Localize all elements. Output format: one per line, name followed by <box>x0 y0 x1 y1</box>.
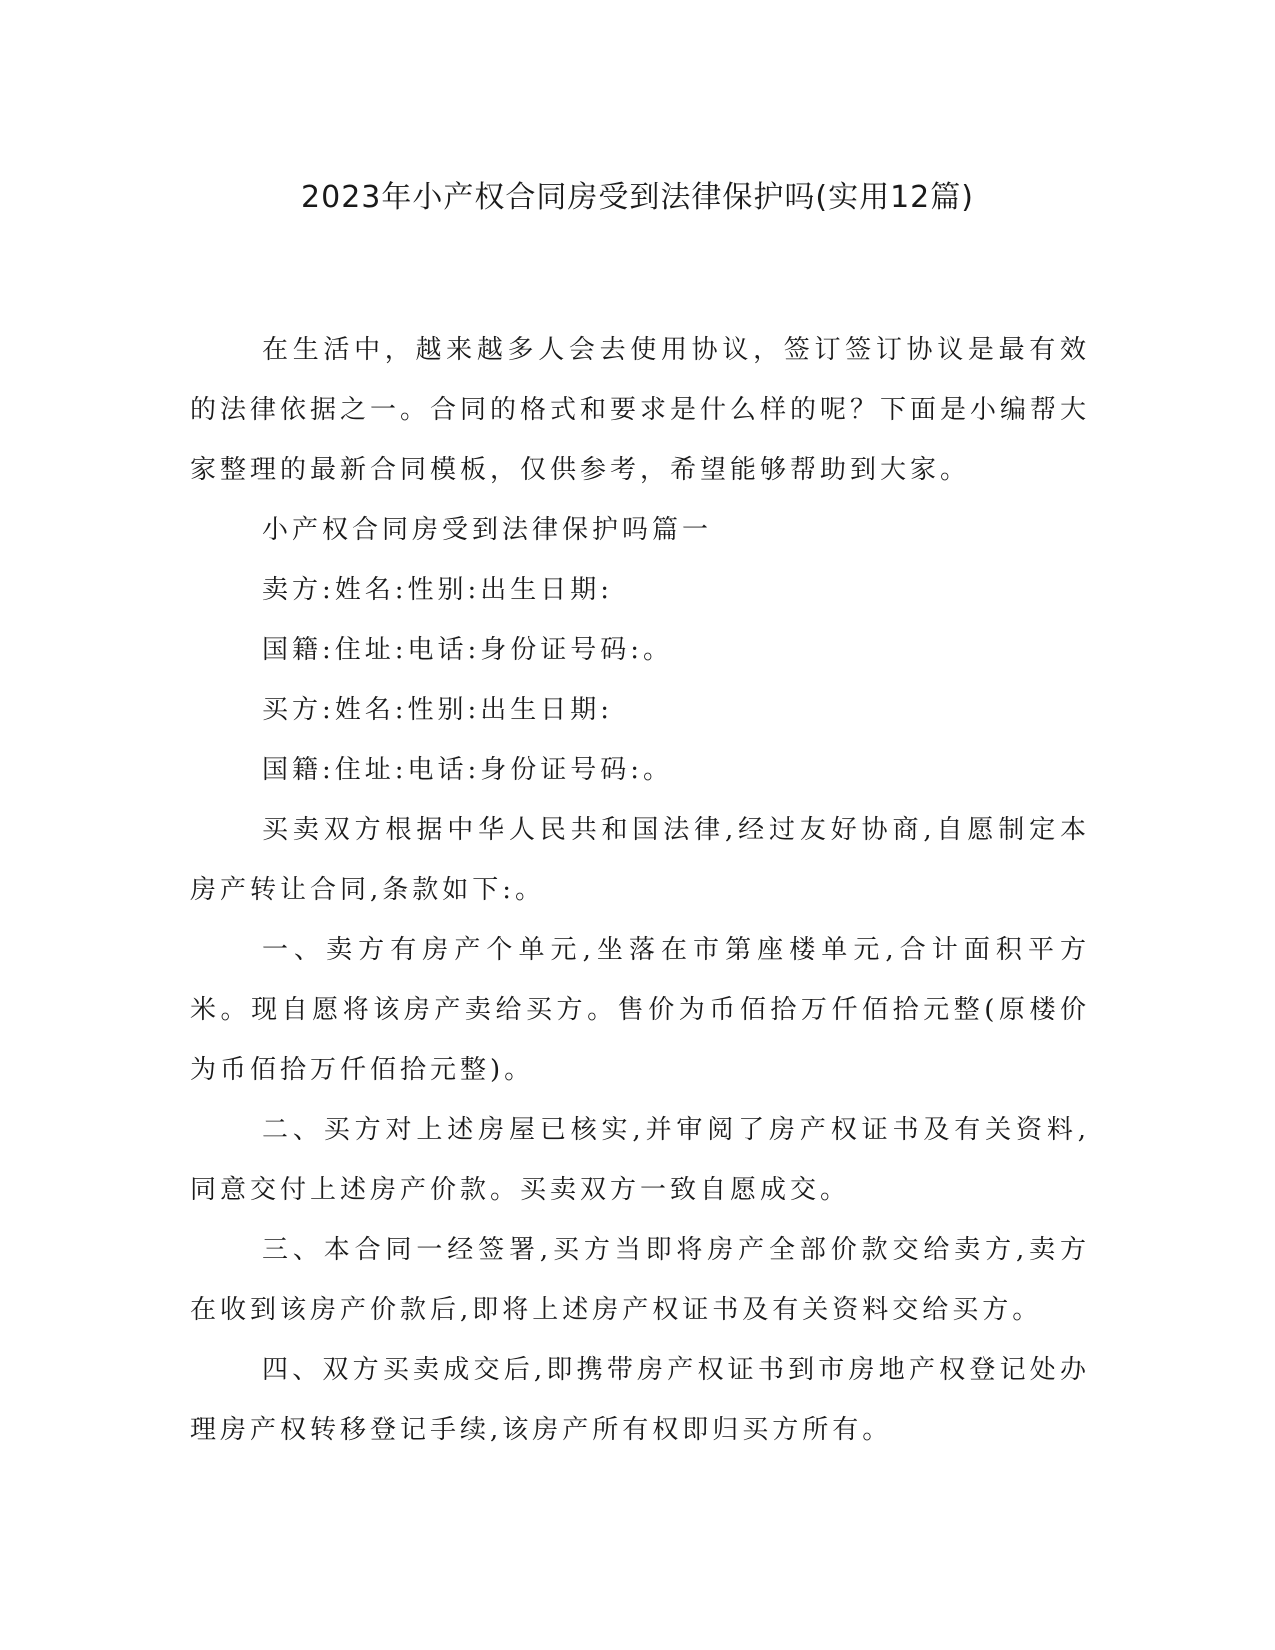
clause-3: 三、本合同一经签署,买方当即将房产全部价款交给卖方,卖方在收到该房产价款后,即将上述房产权证书及有关资料交给买方。 <box>190 1235 1090 1325</box>
section-heading: 小产权合同房受到法律保护吗篇一 <box>262 515 713 545</box>
preamble-paragraph: 买卖双方根据中华人民共和国法律,经过友好协商,自愿制定本房产转让合同,条款如下:。 <box>190 815 1090 905</box>
seller-info-line: 卖方:姓名:性别:出生日期: <box>262 575 614 605</box>
intro-paragraph: 在生活中，越来越多人会去使用协议，签订签订协议是最有效的法律依据之一。合同的格式和要求是什么样的呢？下面是小编帮大家整理的最新合同模板，仅供参考，希望能够帮助到大家。 <box>190 335 1091 485</box>
clause-4: 四、双方买卖成交后,即携带房产权证书到市房地产权登记处办理房产权转移登记手续,该房产所有权即归买方所有。 <box>190 1355 1090 1445</box>
document-title: 2023年小产权合同房受到法律保护吗(实用12篇) <box>301 180 974 215</box>
seller-contact-line: 国籍:住址:电话:身份证号码:。 <box>262 635 674 665</box>
clause-2: 二、买方对上述房屋已核实,并审阅了房产权证书及有关资料,同意交付上述房产价款。买卖双方一致自愿成交。 <box>190 1115 1090 1205</box>
buyer-contact-line: 国籍:住址:电话:身份证号码:。 <box>262 755 674 785</box>
clause-1: 一、卖方有房产个单元,坐落在市第座楼单元,合计面积平方米。现自愿将该房产卖给买方。售价为币佰拾万仟佰拾元整(原楼价为币佰拾万仟佰拾元整)。 <box>190 935 1090 1085</box>
buyer-info-line: 买方:姓名:性别:出生日期: <box>262 695 614 725</box>
document-body <box>190 320 1090 1460</box>
